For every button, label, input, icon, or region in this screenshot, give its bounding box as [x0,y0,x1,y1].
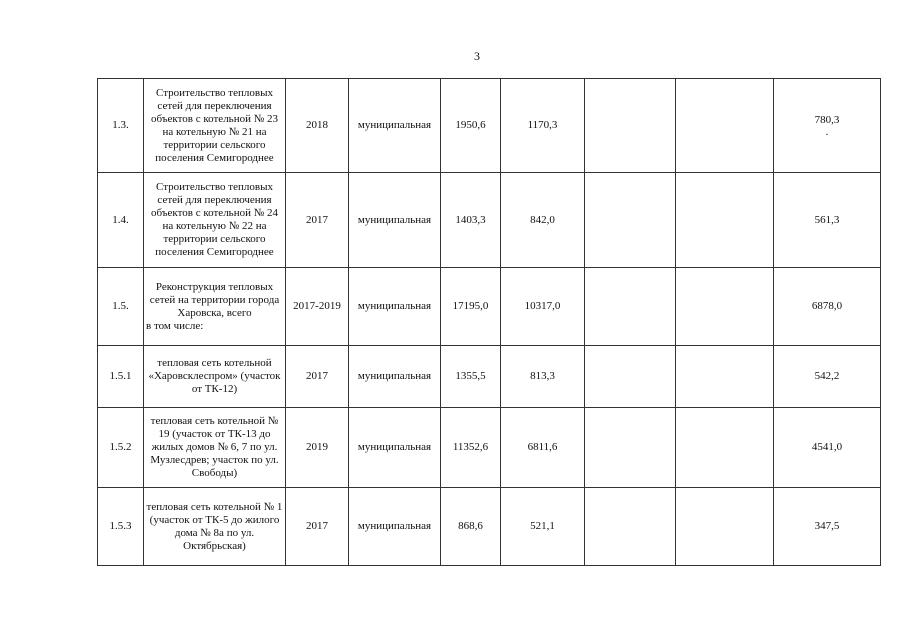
ownership-cell-text: муниципальная [357,119,432,131]
description-cell [144,268,286,346]
year-cell [286,488,349,566]
total-cost-cell [441,173,501,268]
funding-1-cell-text: 521,1 [530,520,555,532]
total-cost-cell-text: 17195,0 [452,300,489,312]
ownership-cell-text: муниципальная [357,300,432,312]
funding-1-cell-text: 842,0 [530,213,555,226]
row-number-cell-text: 1.5.1 [109,370,132,382]
row-number-cell [98,268,144,346]
row-number-cell-text: 1.4. [112,213,129,226]
funding-4-cell [774,488,881,566]
funding-4-cell [774,268,881,346]
total-cost-cell-text: 1403,3 [455,213,486,226]
page-number: 3 [474,49,480,63]
funding-1-cell [501,346,585,408]
row-number-cell [98,488,144,566]
funding-2-cell [585,408,676,488]
year-cell-text: 2018 [306,119,328,131]
description-cell-text: тепловая сеть котельной «Харовсклеспром» (участок от ТК-12) [148,357,281,395]
total-cost-cell-text: 1950,6 [455,119,486,131]
funding-3-cell [676,173,774,268]
row-number-cell [98,346,144,408]
funding-1-cell [501,268,585,346]
funding-2-cell [585,268,676,346]
description-cell [144,173,286,268]
row-number-cell-text: 1.3. [112,119,129,131]
year-cell-text: 2017 [306,370,328,382]
funding-3-cell [676,488,774,566]
funding-1-cell [501,79,585,173]
table-row [98,79,881,173]
ownership-cell-text: муниципальная [357,520,432,532]
description-cell-text: Строительство тепловых сетей для переключения объектов с котельной № 24 на котельную № 22 на территории сельского поселения Семигороднее [151,181,278,258]
total-cost-cell [441,408,501,488]
funding-3-cell [676,79,774,173]
total-cost-cell [441,268,501,346]
ownership-cell [349,408,441,488]
funding-1-cell-text: 10317,0 [524,300,561,312]
funding-4-cell [774,346,881,408]
funding-2-cell [585,488,676,566]
year-cell [286,173,349,268]
year-cell-text: 2017 [306,520,328,532]
ownership-cell-text: муниципальная [357,441,432,453]
row-number-cell-text: 1.5. [112,300,129,312]
total-cost-cell-text: 868,6 [458,520,483,532]
funding-4-cell-text: 542,2 [814,370,840,382]
funding-1-cell-text: 813,3 [530,370,555,382]
investment-table [97,78,881,566]
total-cost-cell-text: 11352,6 [452,441,489,453]
year-cell [286,346,349,408]
ownership-cell-text: муниципальная [357,370,432,382]
year-cell [286,408,349,488]
ownership-cell [349,79,441,173]
total-cost-cell-text: 1355,5 [455,370,486,382]
funding-2-cell [585,173,676,268]
description-cell-text: тепловая сеть котельной № 1 (участок от ТК-5 до жилого дома № 8а по ул. Октябрьская) [146,500,283,552]
table-row [98,346,881,408]
funding-3-cell [676,268,774,346]
row-number-cell [98,408,144,488]
description-cell-text: тепловая сеть котельной № 19 (участок от ТК-13 до жилых домов № 6, 7 по ул. Музлесдрев; участок по ул. Свободы) [150,415,279,479]
row-number-cell [98,79,144,173]
funding-4-cell [774,79,881,173]
table-row [98,268,881,346]
funding-4-cell [774,173,881,268]
funding-2-cell [585,346,676,408]
description-cell-text: Строительство тепловых сетей для переключения объектов с котельной № 23 на котельную № 21 на территории сельского поселения Семигороднее [151,86,278,164]
total-cost-cell [441,488,501,566]
funding-2-cell [585,79,676,173]
funding-1-cell [501,408,585,488]
description-cell [144,346,286,408]
description-cell [144,408,286,488]
total-cost-cell [441,346,501,408]
funding-3-cell [676,408,774,488]
row-number-cell-text: 1.5.2 [109,441,132,453]
total-cost-cell [441,79,501,173]
ownership-cell [349,173,441,268]
year-cell [286,268,349,346]
ownership-cell [349,346,441,408]
table-row [98,173,881,268]
description-cell-text: Реконструкция тепловых сетей на территории города Харовска, всего [149,280,280,319]
funding-4-cell-text: 561,3 [814,213,840,226]
funding-1-cell-text: 6811,6 [527,441,558,453]
funding-4-cell-text: 6878,0 [811,300,843,312]
year-cell [286,79,349,173]
ownership-cell-text: муниципальная [357,213,432,226]
row-number-cell-text: 1.5.3 [109,520,132,532]
description-cell [144,79,286,173]
table-row [98,408,881,488]
funding-4-cell-text: 780,3 [814,114,840,126]
description-cell [144,488,286,566]
description-subtext: в том числе: [146,319,204,332]
funding-4-cell [774,408,881,488]
funding-4-cell-text: 347,5 [814,520,840,532]
year-cell-text: 2017-2019 [293,300,341,312]
ownership-cell [349,268,441,346]
funding-1-cell [501,488,585,566]
funding-3-cell [676,346,774,408]
scan-mark: . [825,126,829,138]
year-cell-text: 2019 [306,441,328,453]
table-row [98,488,881,566]
funding-1-cell [501,173,585,268]
year-cell-text: 2017 [306,213,328,226]
row-number-cell [98,173,144,268]
funding-1-cell-text: 1170,3 [527,119,558,131]
ownership-cell [349,488,441,566]
funding-4-cell-text: 4541,0 [811,441,843,453]
